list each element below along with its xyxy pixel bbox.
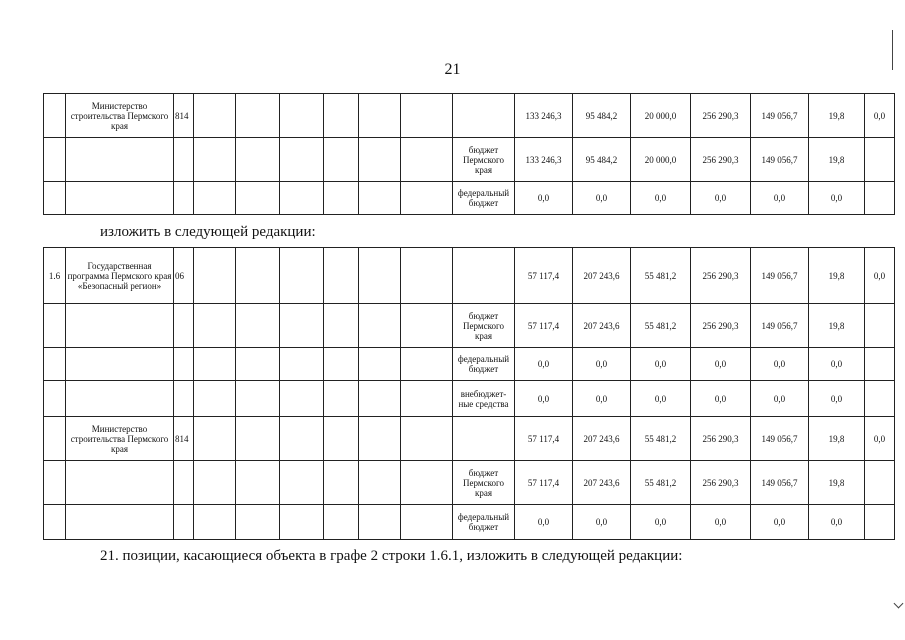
empty-cell (359, 505, 401, 540)
table-row (44, 417, 895, 461)
empty-cell (236, 182, 280, 215)
empty-cell (401, 348, 453, 381)
value-cell: 0,0 (631, 505, 691, 540)
table-row (44, 248, 895, 304)
value-cell: 0,0 (809, 505, 865, 540)
empty-cell (401, 417, 453, 461)
empty-cell (236, 381, 280, 417)
empty-cell (401, 94, 453, 138)
value-cell: 55 481,2 (631, 304, 691, 348)
empty-cell (280, 461, 324, 505)
value-cell (865, 182, 895, 215)
empty-cell (324, 138, 359, 182)
funding-source-cell (453, 94, 515, 138)
empty-cell (401, 138, 453, 182)
value-cell: 0,0 (515, 505, 573, 540)
value-cell: 149 056,7 (751, 304, 809, 348)
row-index-cell (44, 182, 66, 215)
empty-cell (194, 304, 236, 348)
value-cell: 95 484,2 (573, 138, 631, 182)
empty-cell (280, 348, 324, 381)
value-cell: 0,0 (631, 348, 691, 381)
empty-cell (324, 381, 359, 417)
empty-cell (324, 505, 359, 540)
value-cell: 20 000,0 (631, 138, 691, 182)
empty-cell (280, 182, 324, 215)
funding-source-cell: бюджет Пермского края (453, 138, 515, 182)
empty-cell (359, 348, 401, 381)
value-cell (865, 505, 895, 540)
value-cell: 256 290,3 (691, 94, 751, 138)
value-cell: 256 290,3 (691, 417, 751, 461)
empty-cell (324, 94, 359, 138)
empty-cell (359, 304, 401, 348)
value-cell: 149 056,7 (751, 417, 809, 461)
empty-cell (280, 505, 324, 540)
empty-cell (401, 505, 453, 540)
empty-cell (280, 248, 324, 304)
empty-cell (359, 138, 401, 182)
row-index-cell (44, 381, 66, 417)
empty-cell (401, 182, 453, 215)
row-name-cell (66, 138, 174, 182)
row-code-cell: 814 (174, 417, 194, 461)
value-cell: 256 290,3 (691, 248, 751, 304)
empty-cell (236, 304, 280, 348)
value-cell: 57 117,4 (515, 248, 573, 304)
row-code-cell (174, 304, 194, 348)
value-cell (865, 381, 895, 417)
value-cell: 19,8 (809, 304, 865, 348)
empty-cell (359, 417, 401, 461)
table-row (44, 304, 895, 348)
row-index-cell (44, 505, 66, 540)
funding-source-cell: внебюджет-ные средства (453, 381, 515, 417)
empty-cell (401, 304, 453, 348)
row-index-cell (44, 417, 66, 461)
value-cell: 57 117,4 (515, 417, 573, 461)
value-cell: 0,0 (515, 381, 573, 417)
value-cell: 19,8 (809, 248, 865, 304)
empty-cell (236, 417, 280, 461)
value-cell: 0,0 (573, 381, 631, 417)
row-code-cell: 06 (174, 248, 194, 304)
value-cell: 55 481,2 (631, 461, 691, 505)
old-budget-table (43, 93, 895, 215)
value-cell: 0,0 (865, 417, 895, 461)
row-code-cell (174, 461, 194, 505)
scan-corner-mark (894, 599, 904, 609)
empty-cell (194, 381, 236, 417)
value-cell (865, 461, 895, 505)
table-row (44, 182, 895, 215)
value-cell (865, 348, 895, 381)
value-cell: 149 056,7 (751, 461, 809, 505)
value-cell: 256 290,3 (691, 138, 751, 182)
empty-cell (194, 505, 236, 540)
empty-cell (236, 138, 280, 182)
value-cell: 256 290,3 (691, 304, 751, 348)
value-cell: 19,8 (809, 461, 865, 505)
empty-cell (324, 182, 359, 215)
row-code-cell (174, 138, 194, 182)
empty-cell (194, 248, 236, 304)
row-index-cell (44, 348, 66, 381)
value-cell: 0,0 (691, 348, 751, 381)
empty-cell (280, 304, 324, 348)
value-cell: 149 056,7 (751, 138, 809, 182)
value-cell: 55 481,2 (631, 417, 691, 461)
value-cell: 20 000,0 (631, 94, 691, 138)
row-code-cell (174, 182, 194, 215)
empty-cell (401, 248, 453, 304)
value-cell: 0,0 (515, 348, 573, 381)
table-row (44, 138, 895, 182)
value-cell: 0,0 (631, 182, 691, 215)
value-cell: 0,0 (573, 348, 631, 381)
empty-cell (194, 94, 236, 138)
value-cell: 207 243,6 (573, 248, 631, 304)
funding-source-cell: федеральный бюджет (453, 348, 515, 381)
table-row (44, 94, 895, 138)
value-cell: 0,0 (691, 182, 751, 215)
empty-cell (359, 94, 401, 138)
table-row (44, 348, 895, 381)
row-index-cell (44, 304, 66, 348)
empty-cell (324, 248, 359, 304)
scan-edge-mark (892, 30, 893, 70)
value-cell: 0,0 (809, 348, 865, 381)
empty-cell (324, 348, 359, 381)
row-name-cell (66, 505, 174, 540)
row-code-cell (174, 381, 194, 417)
empty-cell (236, 348, 280, 381)
row-index-cell (44, 461, 66, 505)
value-cell: 0,0 (691, 381, 751, 417)
row-name-cell: Министерство строительства Пермского края (66, 94, 174, 138)
empty-cell (359, 381, 401, 417)
empty-cell (401, 461, 453, 505)
funding-source-cell: федеральный бюджет (453, 505, 515, 540)
empty-cell (280, 381, 324, 417)
value-cell: 0,0 (751, 505, 809, 540)
empty-cell (194, 461, 236, 505)
funding-source-cell (453, 417, 515, 461)
empty-cell (194, 182, 236, 215)
row-code-cell (174, 505, 194, 540)
value-cell: 19,8 (809, 138, 865, 182)
value-cell: 57 117,4 (515, 304, 573, 348)
table-row (44, 381, 895, 417)
row-name-cell: Государственная программа Пермского края «Безопасный регион» (66, 248, 174, 304)
value-cell: 0,0 (573, 505, 631, 540)
row-index-cell (44, 138, 66, 182)
value-cell: 95 484,2 (573, 94, 631, 138)
empty-cell (280, 94, 324, 138)
value-cell: 0,0 (691, 505, 751, 540)
value-cell: 256 290,3 (691, 461, 751, 505)
value-cell: 0,0 (809, 381, 865, 417)
row-index-cell (44, 94, 66, 138)
value-cell: 133 246,3 (515, 94, 573, 138)
table-row (44, 461, 895, 505)
empty-cell (236, 505, 280, 540)
empty-cell (359, 248, 401, 304)
funding-source-cell: бюджет Пермского края (453, 461, 515, 505)
empty-cell (324, 304, 359, 348)
funding-source-cell: федеральный бюджет (453, 182, 515, 215)
value-cell (865, 138, 895, 182)
value-cell: 0,0 (865, 248, 895, 304)
empty-cell (194, 348, 236, 381)
caption-text: изложить в следующей редакции: (100, 224, 316, 240)
row-index-cell: 1.6 (44, 248, 66, 304)
value-cell: 57 117,4 (515, 461, 573, 505)
value-cell: 149 056,7 (751, 94, 809, 138)
funding-source-cell (453, 248, 515, 304)
value-cell: 207 243,6 (573, 461, 631, 505)
value-cell: 0,0 (751, 182, 809, 215)
value-cell: 0,0 (573, 182, 631, 215)
empty-cell (401, 381, 453, 417)
row-name-cell: Министерство строительства Пермского края (66, 417, 174, 461)
empty-cell (280, 138, 324, 182)
value-cell: 0,0 (631, 381, 691, 417)
empty-cell (359, 182, 401, 215)
value-cell: 19,8 (809, 94, 865, 138)
row-name-cell (66, 461, 174, 505)
table-row (44, 505, 895, 540)
row-name-cell (66, 304, 174, 348)
value-cell: 0,0 (809, 182, 865, 215)
value-cell (865, 304, 895, 348)
empty-cell (194, 138, 236, 182)
empty-cell (324, 461, 359, 505)
empty-cell (359, 461, 401, 505)
empty-cell (236, 94, 280, 138)
value-cell: 0,0 (515, 182, 573, 215)
value-cell: 149 056,7 (751, 248, 809, 304)
row-code-cell (174, 348, 194, 381)
value-cell: 19,8 (809, 417, 865, 461)
value-cell: 0,0 (751, 381, 809, 417)
value-cell: 0,0 (865, 94, 895, 138)
value-cell: 55 481,2 (631, 248, 691, 304)
footer-text: 21. позиции, касающиеся объекта в графе 2 строки 1.6.1, изложить в следующей редакции: (100, 548, 683, 564)
row-name-cell (66, 348, 174, 381)
new-budget-table (43, 247, 895, 540)
empty-cell (324, 417, 359, 461)
empty-cell (236, 248, 280, 304)
empty-cell (236, 461, 280, 505)
empty-cell (280, 417, 324, 461)
row-name-cell (66, 381, 174, 417)
value-cell: 207 243,6 (573, 304, 631, 348)
funding-source-cell: бюджет Пермского края (453, 304, 515, 348)
page-number: 21 (444, 61, 461, 78)
empty-cell (194, 417, 236, 461)
row-code-cell: 814 (174, 94, 194, 138)
value-cell: 133 246,3 (515, 138, 573, 182)
value-cell: 0,0 (751, 348, 809, 381)
value-cell: 207 243,6 (573, 417, 631, 461)
row-name-cell (66, 182, 174, 215)
